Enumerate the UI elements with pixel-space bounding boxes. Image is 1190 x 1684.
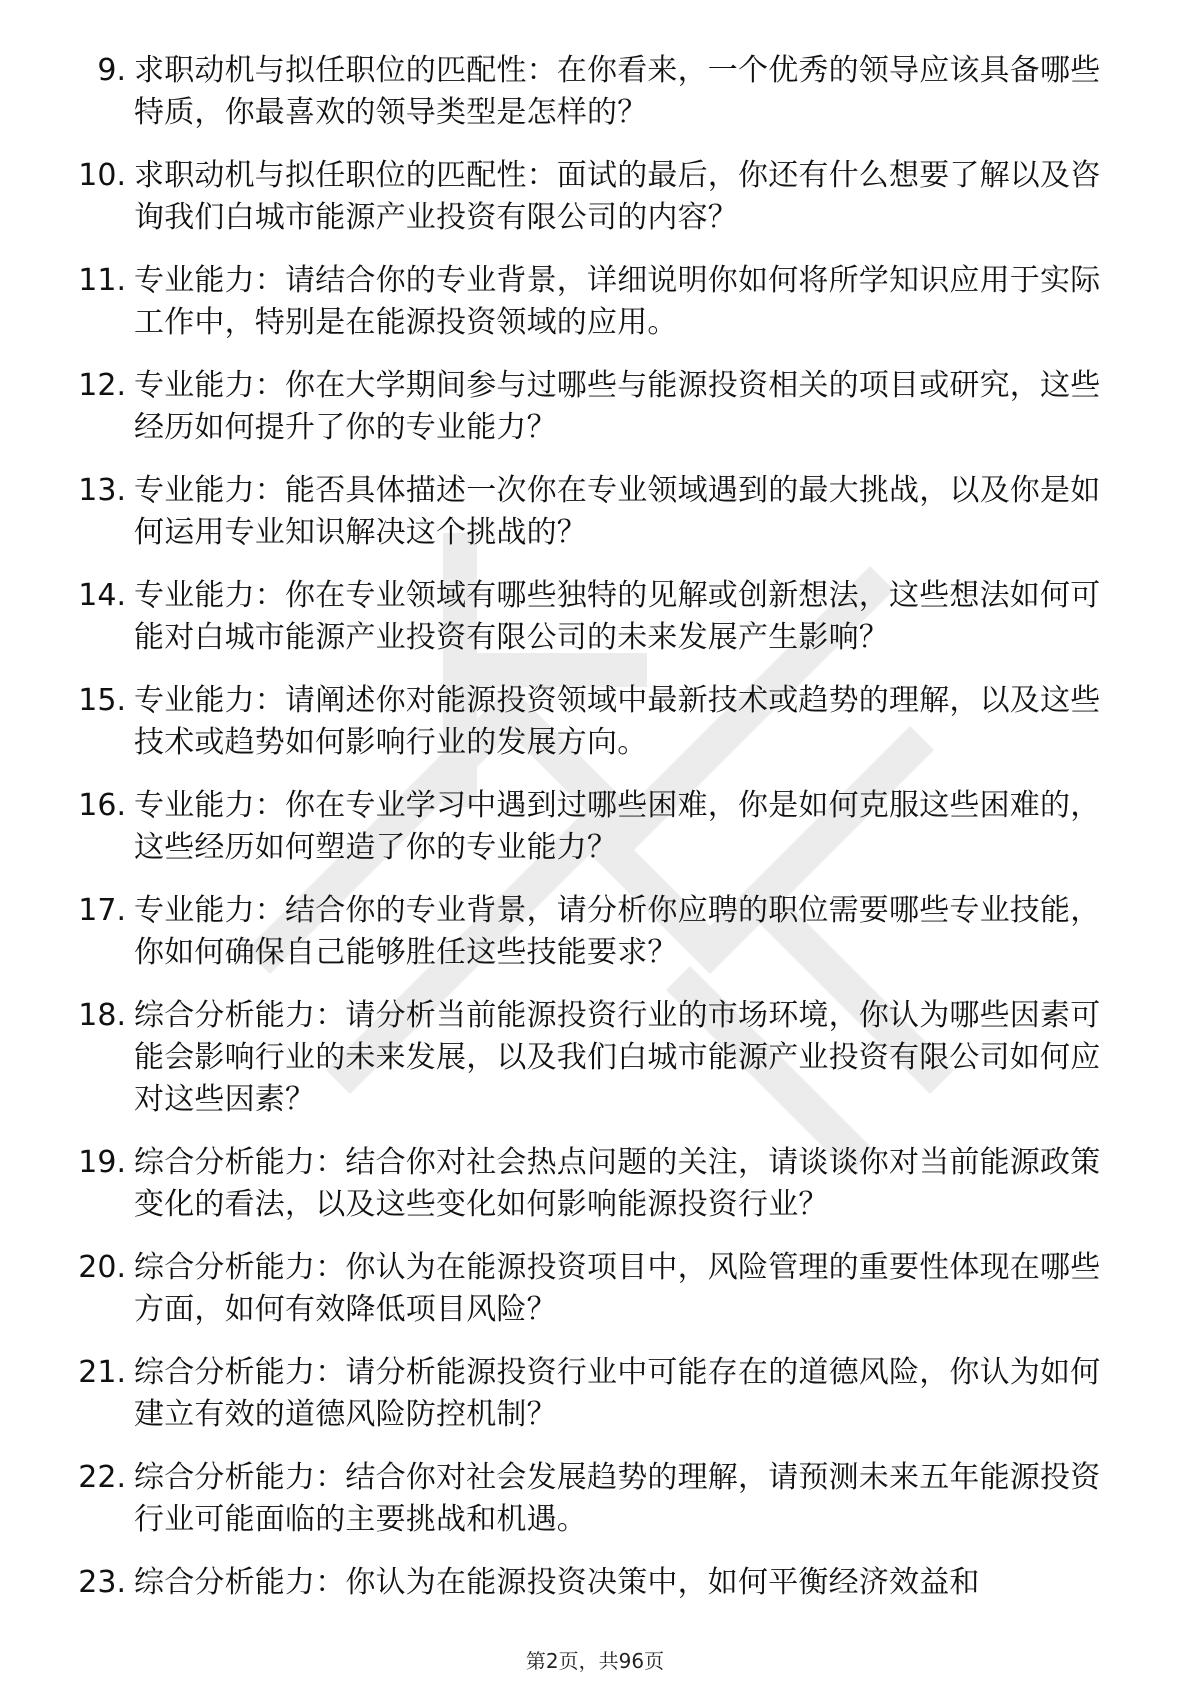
question-item	[60, 155, 1120, 239]
question-text: 综合分析能力：结合你对社会发展趋势的理解，请预测未来五年能源投资行业可能面临的主要挑战和机遇。	[134, 1460, 1101, 1537]
question-number: 13.	[78, 473, 126, 508]
question-item	[60, 890, 1120, 974]
question-item	[60, 680, 1120, 764]
question-item	[60, 260, 1120, 344]
question-item	[60, 1457, 1120, 1541]
question-number: 9.	[97, 53, 126, 88]
question-item	[60, 1352, 1120, 1436]
question-item	[60, 1247, 1120, 1331]
question-number: 23.	[78, 1565, 126, 1600]
question-number: 22.	[78, 1460, 126, 1495]
question-text: 求职动机与拟任职位的匹配性：在你看来，一个优秀的领导应该具备哪些特质，你最喜欢的领导类型是怎样的？	[134, 53, 1101, 130]
question-text: 专业能力：你在大学期间参与过哪些与能源投资相关的项目或研究，这些经历如何提升了你的专业能力？	[134, 368, 1101, 445]
question-item	[60, 470, 1120, 554]
question-text: 专业能力：请结合你的专业背景，详细说明你如何将所学知识应用于实际工作中，特别是在能源投资领域的应用。	[134, 263, 1101, 340]
question-item	[60, 575, 1120, 659]
question-text: 求职动机与拟任职位的匹配性：面试的最后，你还有什么想要了解以及咨询我们白城市能源产业投资有限公司的内容？	[134, 158, 1101, 235]
question-text: 专业能力：结合你的专业背景，请分析你应聘的职位需要哪些专业技能，你如何确保自己能够胜任这些技能要求？	[134, 893, 1101, 970]
question-number: 15.	[78, 683, 126, 718]
question-list	[60, 50, 1120, 1625]
question-text: 专业能力：你在专业领域有哪些独特的见解或创新想法，这些想法如何可能对白城市能源产业投资有限公司的未来发展产生影响？	[134, 578, 1101, 655]
question-number: 14.	[78, 578, 126, 613]
question-item	[60, 50, 1120, 134]
question-text: 综合分析能力：请分析当前能源投资行业的市场环境，你认为哪些因素可能会影响行业的未来发展，以及我们白城市能源产业投资有限公司如何应对这些因素？	[134, 998, 1101, 1117]
question-text: 综合分析能力：结合你对社会热点问题的关注，请谈谈你对当前能源政策变化的看法，以及这些变化如何影响能源投资行业？	[134, 1145, 1101, 1222]
question-number: 12.	[78, 368, 126, 403]
question-number: 17.	[78, 893, 126, 928]
question-text: 综合分析能力：你认为在能源投资项目中，风险管理的重要性体现在哪些方面，如何有效降低项目风险？	[134, 1250, 1101, 1327]
question-number: 18.	[78, 998, 126, 1033]
question-item	[60, 995, 1120, 1121]
question-text: 专业能力：请阐述你对能源投资领域中最新技术或趋势的理解，以及这些技术或趋势如何影响行业的发展方向。	[134, 683, 1101, 760]
question-text: 综合分析能力：请分析能源投资行业中可能存在的道德风险，你认为如何建立有效的道德风险防控机制？	[134, 1355, 1101, 1432]
question-item	[60, 365, 1120, 449]
question-number: 20.	[78, 1250, 126, 1285]
question-number: 19.	[78, 1145, 126, 1180]
question-item	[60, 1142, 1120, 1226]
question-number: 16.	[78, 788, 126, 823]
question-item	[60, 1562, 1120, 1604]
question-text: 综合分析能力：你认为在能源投资决策中，如何平衡经济效益和	[134, 1565, 980, 1600]
question-text: 专业能力：能否具体描述一次你在专业领域遇到的最大挑战，以及你是如何运用专业知识解决这个挑战的？	[134, 473, 1101, 550]
question-text: 专业能力：你在专业学习中遇到过哪些困难，你是如何克服这些困难的，这些经历如何塑造了你的专业能力？	[134, 788, 1101, 865]
question-item	[60, 785, 1120, 869]
question-number: 11.	[78, 263, 126, 298]
question-number: 10.	[78, 158, 126, 193]
page-footer: 第2页，共96页	[525, 1649, 665, 1673]
question-number: 21.	[78, 1355, 126, 1390]
